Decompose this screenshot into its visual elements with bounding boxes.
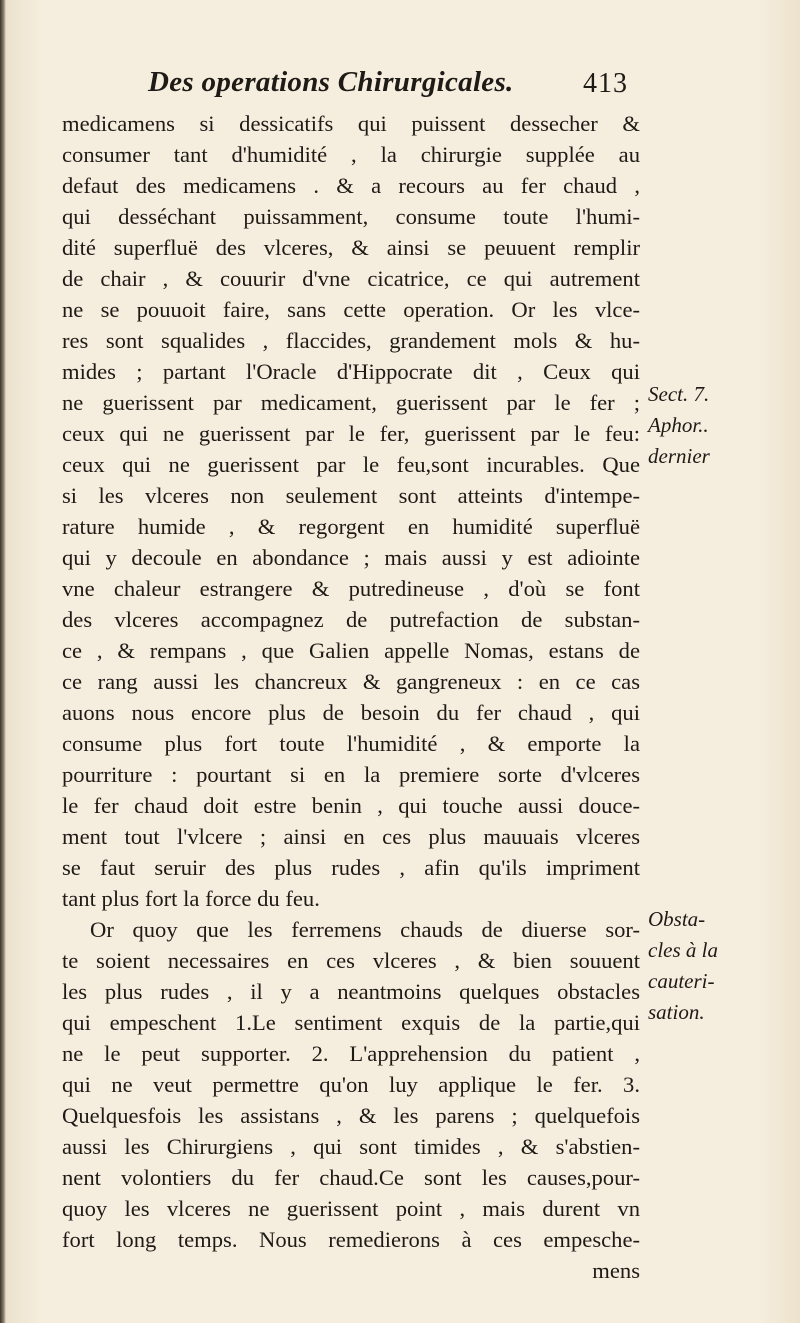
text-line: Or quoy que les ferremens chauds de diuerse sor- <box>90 917 640 942</box>
text-line: pourriture : pourtant si en la premiere sorte d'vlceres <box>62 762 640 787</box>
text-line: des vlceres accompagnez de putrefaction de substan- <box>62 607 640 632</box>
margin-note: Aphor.. <box>648 413 709 437</box>
text-line: ne se pouuoit faire, sans cette operation. Or les vlce- <box>62 297 640 322</box>
margin-note: dernier <box>648 444 710 468</box>
text-line: aussi les Chirurgiens , qui sont timides , & s'abstien- <box>62 1134 640 1159</box>
text-line: auons nous encore plus de besoin du fer chaud , qui <box>62 700 640 725</box>
text-line: qui y decoule en abondance ; mais aussi y est adiointe <box>62 545 640 570</box>
text-line: rature humide , & regorgent en humidité superfluë <box>62 514 640 539</box>
text-line: qui desséchant puissamment, consume toute l'humi- <box>62 204 640 229</box>
text-line: ce rang aussi les chancreux & gangreneux : en ce cas <box>62 669 640 694</box>
text-line: mides ; partant l'Oracle d'Hippocrate dit , Ceux qui <box>62 359 640 384</box>
text-line: le fer chaud doit estre benin , qui touche aussi douce- <box>62 793 640 818</box>
text-line: qui ne veut permettre qu'on luy applique le fer. 3. <box>62 1072 640 1097</box>
text-line: medicamens si dessicatifs qui puissent dessecher & <box>62 111 640 136</box>
text-line: res sont squalides , flaccides, grandement mols & hu- <box>62 328 640 353</box>
text-line: les plus rudes , il y a neantmoins quelques obstacles <box>62 979 640 1004</box>
text-line: qui empeschent 1.Le sentiment exquis de la partie,qui <box>62 1010 640 1035</box>
running-title: Des operations Chirurgicales. <box>148 66 514 98</box>
text-line: consumer tant d'humidité , la chirurgie supplée au <box>62 142 640 167</box>
text-line: Quelquesfois les assistans , & les parens ; quelquefois <box>62 1103 640 1128</box>
margin-note: cles à la <box>648 938 718 962</box>
text-line: dité superfluë des vlceres, & ainsi se peuuent remplir <box>62 235 640 260</box>
text-line: ne guerissent par medicament, guerissent par le fer ; <box>62 390 640 415</box>
text-line: ceux qui ne guerissent par le fer, guerissent par le feu: <box>62 421 640 446</box>
text-line: ceux qui ne guerissent par le feu,sont incurables. Que <box>62 452 640 477</box>
margin-note: Obsta- <box>648 907 706 931</box>
page-header <box>148 66 628 106</box>
binding-edge <box>0 0 6 1323</box>
text-line: ce , & rempans , que Galien appelle Nomas, estans de <box>62 638 640 663</box>
text-line: quoy les vlceres ne guerissent point , mais durent vn <box>62 1196 640 1221</box>
text-line: si les vlceres non seulement sont atteints d'intempe- <box>62 483 640 508</box>
body-text <box>62 108 640 1286</box>
margin-note: sation. <box>648 1000 705 1024</box>
text-line: te soient necessaires en ces vlceres , & bien souuent <box>62 948 640 973</box>
text-line: ment tout l'vlcere ; ainsi en ces plus mauuais vlceres <box>62 824 640 849</box>
margin-note: cauteri- <box>648 969 715 993</box>
page-number: 413 <box>583 68 628 99</box>
text-line: se faut seruir des plus rudes , afin qu'ils impriment <box>62 855 640 880</box>
text-line: defaut des medicamens . & a recours au fer chaud , <box>62 173 640 198</box>
text-line: vne chaleur estrangere & putredineuse , d'où se font <box>62 576 640 601</box>
text-line: de chair , & couurir d'vne cicatrice, ce qui autrement <box>62 266 640 291</box>
catchword: mens <box>592 1258 640 1283</box>
margin-note: Sect. 7. <box>648 382 710 406</box>
text-line: ne le peut supporter. 2. L'apprehension du patient , <box>62 1041 640 1066</box>
text-line: tant plus fort la force du feu. <box>62 886 320 911</box>
text-line: fort long temps. Nous remedierons à ces empesche- <box>62 1227 640 1252</box>
text-line: consume plus fort toute l'humidité , & emporte la <box>62 731 640 756</box>
text-line: nent volontiers du fer chaud.Ce sont les causes,pour- <box>62 1165 640 1190</box>
